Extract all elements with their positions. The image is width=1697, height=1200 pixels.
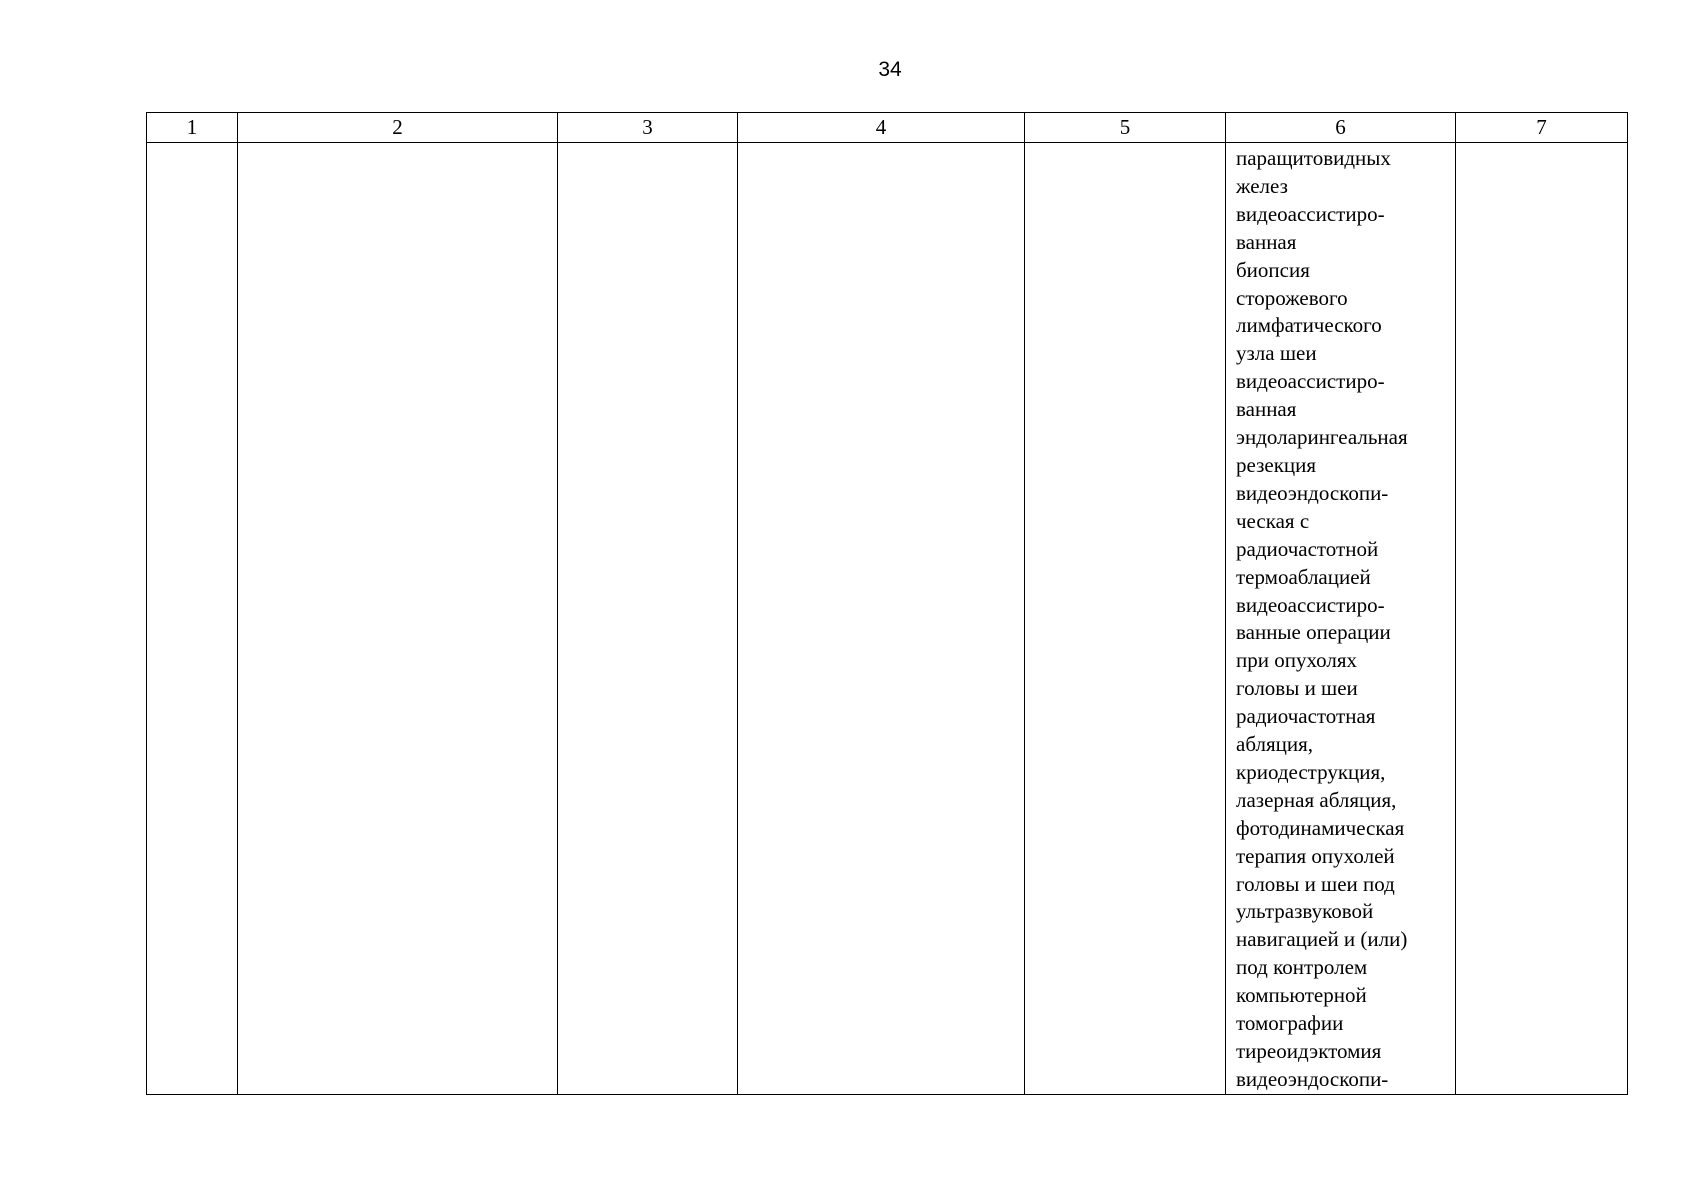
cell-col-4 <box>738 143 1025 1095</box>
text-line: ванная <box>1236 229 1297 254</box>
text-line: ванные операции <box>1236 620 1391 645</box>
table-row <box>147 143 1628 1095</box>
cell-col-6 <box>1226 143 1456 1095</box>
text-line: томографии <box>1236 1011 1344 1036</box>
column-header-4: 4 <box>738 113 1025 143</box>
text-line: видеоассистиро- <box>1236 369 1385 394</box>
cell-col-2 <box>238 143 558 1095</box>
column-header-3: 3 <box>558 113 738 143</box>
text-line: лазерная абляция, <box>1236 787 1397 812</box>
text-line: криодеструкция, <box>1236 759 1386 784</box>
table-header-row <box>147 113 1628 143</box>
column-header-7: 7 <box>1456 113 1628 143</box>
text-line: под контролем <box>1236 955 1368 980</box>
text-line: желез <box>1236 173 1288 198</box>
cell-col-3 <box>558 143 738 1095</box>
text-line: ванная <box>1236 397 1297 422</box>
text-line: терапия опухолей <box>1236 843 1395 868</box>
cell-col-7 <box>1456 143 1628 1095</box>
column-header-6: 6 <box>1226 113 1456 143</box>
text-line: видеоэндоскопи- <box>1236 1066 1389 1091</box>
text-line: абляция, <box>1236 732 1314 757</box>
text-line: ческая с <box>1236 508 1310 533</box>
text-line: радиочастотной <box>1236 536 1379 561</box>
text-line: головы и шеи <box>1236 676 1358 701</box>
text-line: при опухолях <box>1236 648 1358 673</box>
cell-col-1 <box>147 143 238 1095</box>
text-line: паращитовидных <box>1236 146 1391 170</box>
text-line: навигацией и (или) <box>1236 927 1408 952</box>
data-table <box>146 112 1628 1095</box>
text-line: лимфатического <box>1236 313 1382 338</box>
text-line: биопсия <box>1236 257 1310 282</box>
text-line: видеоассистиро- <box>1236 592 1385 617</box>
text-line: сторожевого <box>1236 285 1348 310</box>
text-line: радиочастотная <box>1236 704 1376 729</box>
column-header-5: 5 <box>1025 113 1226 143</box>
text-line: видеоассистиро- <box>1236 201 1385 226</box>
cell-col-5 <box>1025 143 1226 1095</box>
text-line: резекция <box>1236 452 1317 477</box>
text-line: тиреоидэктомия <box>1236 1039 1382 1063</box>
text-line: видеоэндоскопи- <box>1236 480 1389 505</box>
text-line: термоаблацией <box>1236 564 1371 589</box>
procedure-list-text <box>1226 143 1455 1094</box>
text-line: узла шеи <box>1236 341 1317 366</box>
page-number: 34 <box>878 58 902 81</box>
text-line: компьютерной <box>1236 983 1367 1008</box>
text-line: головы и шеи под <box>1236 871 1395 896</box>
text-line: фотодинамическая <box>1236 815 1405 840</box>
column-header-2: 2 <box>238 113 558 143</box>
column-header-1: 1 <box>147 113 238 143</box>
text-line: эндоларингеальная <box>1236 425 1408 450</box>
text-line: ультразвуковой <box>1236 899 1374 924</box>
